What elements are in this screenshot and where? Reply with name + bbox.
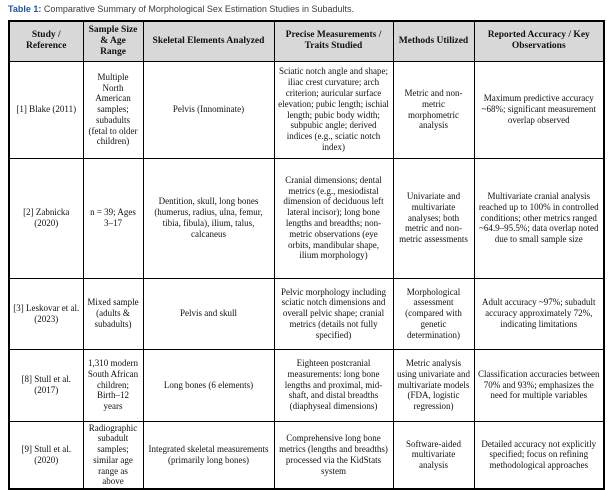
cell-methods: Morphological assessment (compared with genetic determination): [393, 278, 474, 349]
cell-sample: Mixed sample (adults & subadults): [83, 278, 143, 349]
column-header-methods: Methods Utilized: [393, 21, 474, 61]
column-header-elements: Skeletal Elements Analyzed: [143, 21, 274, 61]
cell-accuracy: Adult accuracy ~97%; subadult accuracy approximately 72%, indicating limitations: [474, 278, 604, 349]
cell-elements: Pelvis (Innominate): [143, 61, 274, 158]
column-header-study: Study / Reference: [9, 21, 83, 61]
table-caption: [8, 3, 603, 15]
cell-methods: Metric and non-metric morphometric analysis: [393, 61, 474, 158]
cell-sample: n = 39; Ages 3–17: [83, 158, 143, 278]
cell-elements: Dentition, skull, long bones (humerus, radius, ulna, femur, tibia, fibula), ilium, talus, calcaneus: [143, 158, 274, 278]
cell-study: [1] Blake (2011): [9, 61, 83, 158]
header-row: [9, 21, 604, 61]
cell-elements: Pelvis and skull: [143, 278, 274, 349]
cell-elements: Integrated skeletal measurements (primarily long bones): [143, 421, 274, 489]
cell-accuracy: Classification accuracies between 70% and 93%; emphasizes the need for multiple variables: [474, 349, 604, 421]
table-row: [9, 61, 604, 158]
cell-study: [9] Stull et al. (2020): [9, 421, 83, 489]
table-row: [9, 158, 604, 278]
column-header-sample: Sample Size & Age Range: [83, 21, 143, 61]
table-row: [9, 421, 604, 489]
cell-study: [3] Leskovar et al. (2023): [9, 278, 83, 349]
cell-measurements: Comprehensive long bone metrics (lengths and breadths) processed via the KidStats system: [274, 421, 393, 489]
cell-measurements: Cranial dimensions; dental metrics (e.g., mesiodistal dimension of deciduous left lateral incisor); long bone lengths and breadths; non-metric observations (eye orbits, mandibular shape, ilium morphology): [274, 158, 393, 278]
cell-study: [8] Stull et al. (2017): [9, 349, 83, 421]
table-caption-label: Table 1:: [8, 4, 42, 14]
cell-methods: Metric analysis using univariate and multivariate models (FDA, logistic regression): [393, 349, 474, 421]
cell-sample: Multiple North American samples; subadults (fetal to older children): [83, 61, 143, 158]
comparison-table: [8, 20, 605, 490]
cell-methods: Software-aided multivariate analysis: [393, 421, 474, 489]
cell-sample: Radiographic subadult samples; similar age range as above: [83, 421, 143, 489]
table-row: [9, 278, 604, 349]
cell-accuracy: Maximum predictive accuracy ~68%; significant measurement overlap observed: [474, 61, 604, 158]
cell-measurements: Eighteen postcranial measurements: long bone lengths and proximal, mid-shaft, and distal breadths (diaphyseal dimensions): [274, 349, 393, 421]
cell-elements: Long bones (6 elements): [143, 349, 274, 421]
cell-measurements: Pelvic morphology including sciatic notch dimensions and overall pelvic shape; cranial metrics (details not fully specified): [274, 278, 393, 349]
cell-study: [2] Zabnicka (2020): [9, 158, 83, 278]
column-header-measurements: Precise Measurements / Traits Studied: [274, 21, 393, 61]
cell-measurements: Sciatic notch angle and shape; iliac crest curvature; arch criterion; auricular surface elevation; pubic length; ischial length; pubic body width; subpubic angle; derived indices (e.g., sciatic notch index): [274, 61, 393, 158]
cell-accuracy: Detailed accuracy not explicitly specified; focus on refining methodological approaches: [474, 421, 604, 489]
table-row: [9, 349, 604, 421]
cell-sample: 1,310 modern South African children; Birth–12 years: [83, 349, 143, 421]
column-header-accuracy: Reported Accuracy / Key Observations: [474, 21, 604, 61]
table-caption-text: Comparative Summary of Morphological Sex Estimation Studies in Subadults.: [41, 4, 354, 14]
cell-accuracy: Multivariate cranial analysis reached up to 100% in controlled conditions; other metrics ranged ~64.9–95.5%; data overlap noted due to small sample size: [474, 158, 604, 278]
cell-methods: Univariate and multivariate analyses; both metric and non-metric assessments: [393, 158, 474, 278]
